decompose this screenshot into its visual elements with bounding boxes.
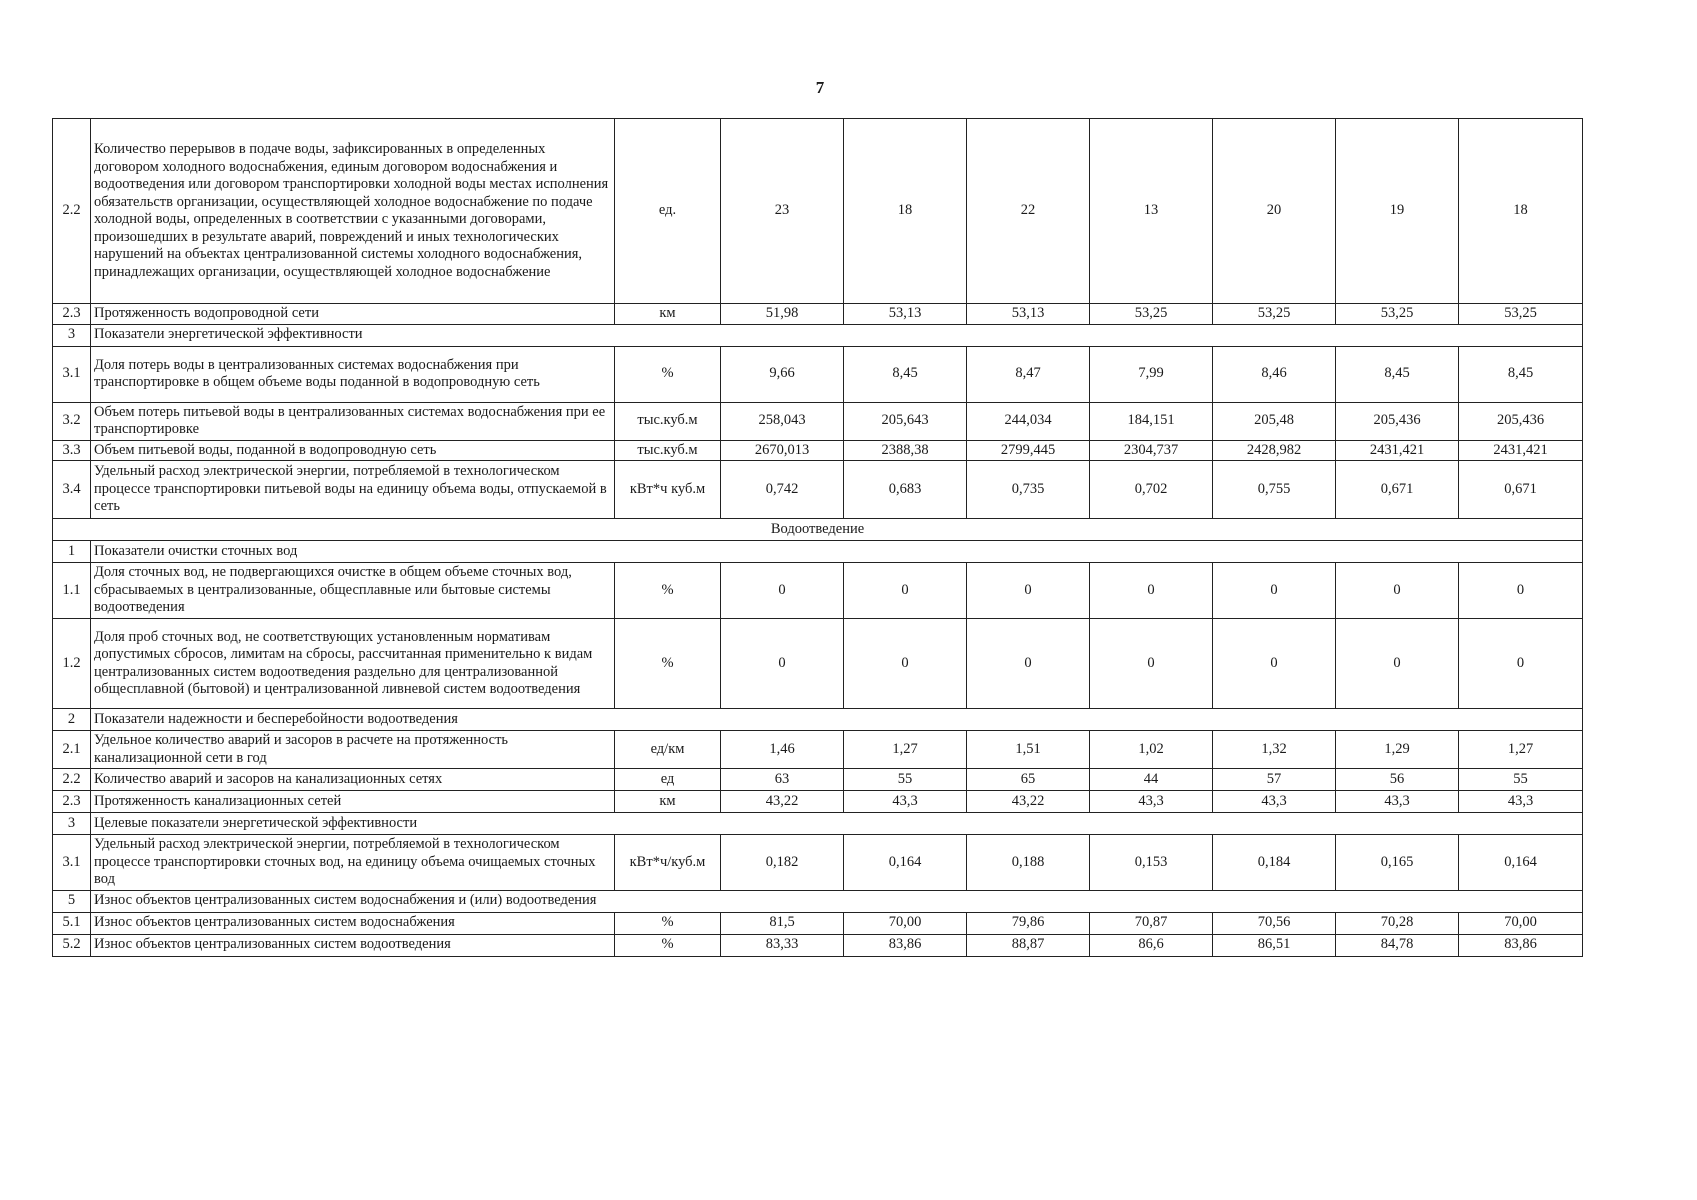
value-cell: 43,3: [1213, 791, 1336, 813]
value-cell: 244,034: [967, 402, 1090, 440]
value-cell: 23: [721, 119, 844, 304]
value-cell: 1,27: [844, 731, 967, 769]
unit-cell: %: [615, 619, 721, 709]
row-number: 1.1: [53, 563, 91, 619]
value-cell: 20: [1213, 119, 1336, 304]
table-row: [53, 402, 1583, 440]
value-cell: 43,22: [967, 791, 1090, 813]
value-cell: 86,6: [1090, 934, 1213, 956]
value-cell: 43,3: [1459, 791, 1583, 813]
value-cell: 70,87: [1090, 912, 1213, 934]
value-cell: 18: [1459, 119, 1583, 304]
indicator-description: Количество аварий и засоров на канализационных сетях: [91, 769, 615, 791]
value-cell: 0: [967, 619, 1090, 709]
value-cell: 0,182: [721, 835, 844, 891]
value-cell: 2431,421: [1336, 440, 1459, 461]
page-number: 7: [815, 78, 825, 97]
value-cell: 1,29: [1336, 731, 1459, 769]
unit-cell: кВт*ч куб.м: [615, 461, 721, 519]
value-cell: 1,27: [1459, 731, 1583, 769]
value-cell: 7,99: [1090, 346, 1213, 402]
value-cell: 0,702: [1090, 461, 1213, 519]
section-title: Показатели энергетической эффективности: [91, 324, 1583, 346]
value-cell: 86,51: [1213, 934, 1336, 956]
value-cell: 0: [844, 563, 967, 619]
value-cell: 83,86: [844, 934, 967, 956]
unit-cell: тыс.куб.м: [615, 440, 721, 461]
value-cell: 0: [1090, 619, 1213, 709]
value-cell: 70,00: [844, 912, 967, 934]
unit-cell: ед.: [615, 119, 721, 304]
value-cell: 0,755: [1213, 461, 1336, 519]
value-cell: 43,3: [1336, 791, 1459, 813]
row-number: 2.3: [53, 791, 91, 813]
value-cell: 56: [1336, 769, 1459, 791]
value-cell: 0: [1213, 619, 1336, 709]
section-number: 3: [53, 324, 91, 346]
value-cell: 53,25: [1090, 304, 1213, 325]
value-cell: 65: [967, 769, 1090, 791]
unit-cell: %: [615, 934, 721, 956]
row-number: 3.4: [53, 461, 91, 519]
table-row: [53, 119, 1583, 304]
value-cell: 0,671: [1459, 461, 1583, 519]
value-cell: 8,45: [844, 346, 967, 402]
value-cell: 13: [1090, 119, 1213, 304]
value-cell: 0: [721, 619, 844, 709]
value-cell: 0: [1336, 619, 1459, 709]
row-number: 3.1: [53, 835, 91, 891]
value-cell: 53,25: [1213, 304, 1336, 325]
value-cell: 0,165: [1336, 835, 1459, 891]
value-cell: 205,436: [1336, 402, 1459, 440]
unit-cell: км: [615, 304, 721, 325]
value-cell: 205,48: [1213, 402, 1336, 440]
value-cell: 0,742: [721, 461, 844, 519]
unit-cell: ед/км: [615, 731, 721, 769]
value-cell: 2304,737: [1090, 440, 1213, 461]
value-cell: 0,164: [1459, 835, 1583, 891]
value-cell: 63: [721, 769, 844, 791]
value-cell: 0: [967, 563, 1090, 619]
unit-cell: %: [615, 346, 721, 402]
value-cell: 9,66: [721, 346, 844, 402]
row-number: 3.3: [53, 440, 91, 461]
value-cell: 44: [1090, 769, 1213, 791]
value-cell: 70,28: [1336, 912, 1459, 934]
value-cell: 0,683: [844, 461, 967, 519]
value-cell: 88,87: [967, 934, 1090, 956]
value-cell: 8,45: [1336, 346, 1459, 402]
value-cell: 51,98: [721, 304, 844, 325]
indicator-description: Износ объектов централизованных систем водоснабжения: [91, 912, 615, 934]
row-number: 5.1: [53, 912, 91, 934]
value-cell: 0,164: [844, 835, 967, 891]
value-cell: 53,25: [1459, 304, 1583, 325]
value-cell: 43,22: [721, 791, 844, 813]
value-cell: 22: [967, 119, 1090, 304]
table-row: [53, 619, 1583, 709]
value-cell: 55: [844, 769, 967, 791]
section-title: Показатели надежности и бесперебойности водоотведения: [91, 709, 1583, 731]
value-cell: 43,3: [844, 791, 967, 813]
unit-cell: кВт*ч/куб.м: [615, 835, 721, 891]
indicators-table: [52, 118, 1583, 957]
row-number: 2.1: [53, 731, 91, 769]
table-row: [53, 346, 1583, 402]
value-cell: 1,02: [1090, 731, 1213, 769]
value-cell: 205,643: [844, 402, 967, 440]
section-row: [53, 890, 1583, 912]
value-cell: 205,436: [1459, 402, 1583, 440]
unit-cell: км: [615, 791, 721, 813]
row-number: 5.2: [53, 934, 91, 956]
value-cell: 2431,421: [1459, 440, 1583, 461]
indicator-description: Протяженность водопроводной сети: [91, 304, 615, 325]
value-cell: 8,45: [1459, 346, 1583, 402]
value-cell: 83,33: [721, 934, 844, 956]
section-number: 2: [53, 709, 91, 731]
section-title: Показатели очистки сточных вод: [91, 541, 1583, 563]
indicator-description: Доля проб сточных вод, не соответствующих установленным нормативам допустимых сбросов, лимитам на сбросы, рассчитанная применительно к видам централизованных систем водоотведения раздельно для централизованной общесплавной (бытовой) и централизованной ливневой систем водоотведения: [91, 619, 615, 709]
value-cell: 0,188: [967, 835, 1090, 891]
table-row: [53, 563, 1583, 619]
value-cell: 2799,445: [967, 440, 1090, 461]
unit-cell: тыс.куб.м: [615, 402, 721, 440]
value-cell: 55: [1459, 769, 1583, 791]
row-number: 3.2: [53, 402, 91, 440]
value-cell: 0: [1459, 563, 1583, 619]
indicator-description: Количество перерывов в подаче воды, зафиксированных в определенных договором холодного водоснабжения, единым договором водоснабжения и водоотведения или договором транспортировки холодной воды местах исполнения обязательств организации, осуществляющей холодное водоснабжение по подаче холодной воды, определенных в соответствии с указанными договорами, произошедших в результате аварий, повреждений и иных технологических нарушений на объектах централизованной системы холодного водоснабжения, принадлежащих организации, осуществляющей холодное водоснабжение: [91, 119, 615, 304]
value-cell: 18: [844, 119, 967, 304]
value-cell: 70,56: [1213, 912, 1336, 934]
section-row: [53, 813, 1583, 835]
indicator-description: Протяженность канализационных сетей: [91, 791, 615, 813]
row-number: 2.3: [53, 304, 91, 325]
value-cell: 0: [844, 619, 967, 709]
unit-cell: %: [615, 912, 721, 934]
value-cell: 43,3: [1090, 791, 1213, 813]
row-number: 2.2: [53, 769, 91, 791]
indicator-description: Удельный расход электрической энергии, потребляемой в технологическом процессе транспортировки сточных вод, на единицу объема очищаемых сточных вод: [91, 835, 615, 891]
indicator-description: Доля потерь воды в централизованных системах водоснабжения при транспортировке в общем объеме воды поданной в водопроводную сеть: [91, 346, 615, 402]
banner-title: Водоотведение: [53, 519, 1583, 541]
value-cell: 1,51: [967, 731, 1090, 769]
section-row: [53, 324, 1583, 346]
section-number: 1: [53, 541, 91, 563]
indicator-description: Удельный расход электрической энергии, потребляемой в технологическом процессе транспортировки питьевой воды на единицу объема воды, отпускаемой в сеть: [91, 461, 615, 519]
value-cell: 19: [1336, 119, 1459, 304]
value-cell: 184,151: [1090, 402, 1213, 440]
section-row: [53, 541, 1583, 563]
row-number: 2.2: [53, 119, 91, 304]
indicator-description: Износ объектов централизованных систем водоотведения: [91, 934, 615, 956]
unit-cell: ед: [615, 769, 721, 791]
table-row: [53, 461, 1583, 519]
banner-row: [53, 519, 1583, 541]
section-row: [53, 709, 1583, 731]
value-cell: 0: [721, 563, 844, 619]
value-cell: 53,25: [1336, 304, 1459, 325]
table-row: [53, 440, 1583, 461]
value-cell: 0: [1459, 619, 1583, 709]
indicator-description: Удельное количество аварий и засоров в расчете на протяженность канализационной сети в год: [91, 731, 615, 769]
value-cell: 1,32: [1213, 731, 1336, 769]
section-title: Износ объектов централизованных систем водоснабжения и (или) водоотведения: [91, 890, 1583, 912]
table-row: [53, 912, 1583, 934]
indicator-description: Объем потерь питьевой воды в централизованных системах водоснабжения при ее транспортировке: [91, 402, 615, 440]
value-cell: 2388,38: [844, 440, 967, 461]
value-cell: 83,86: [1459, 934, 1583, 956]
value-cell: 57: [1213, 769, 1336, 791]
value-cell: 0: [1213, 563, 1336, 619]
table-row: [53, 304, 1583, 325]
value-cell: 84,78: [1336, 934, 1459, 956]
section-number: 3: [53, 813, 91, 835]
value-cell: 0,735: [967, 461, 1090, 519]
value-cell: 53,13: [967, 304, 1090, 325]
value-cell: 70,00: [1459, 912, 1583, 934]
value-cell: 2428,982: [1213, 440, 1336, 461]
value-cell: 0: [1090, 563, 1213, 619]
table-row: [53, 769, 1583, 791]
table-row: [53, 835, 1583, 891]
section-title: Целевые показатели энергетической эффективности: [91, 813, 1583, 835]
value-cell: 258,043: [721, 402, 844, 440]
value-cell: 1,46: [721, 731, 844, 769]
section-number: 5: [53, 890, 91, 912]
value-cell: 0,153: [1090, 835, 1213, 891]
row-number: 3.1: [53, 346, 91, 402]
value-cell: 2670,013: [721, 440, 844, 461]
value-cell: 79,86: [967, 912, 1090, 934]
table-row: [53, 731, 1583, 769]
value-cell: 81,5: [721, 912, 844, 934]
table-row: [53, 934, 1583, 956]
value-cell: 53,13: [844, 304, 967, 325]
value-cell: 8,47: [967, 346, 1090, 402]
value-cell: 0,184: [1213, 835, 1336, 891]
value-cell: 8,46: [1213, 346, 1336, 402]
table-row: [53, 791, 1583, 813]
row-number: 1.2: [53, 619, 91, 709]
value-cell: 0: [1336, 563, 1459, 619]
indicator-description: Доля сточных вод, не подвергающихся очистке в общем объеме сточных вод, сбрасываемых в централизованные, общесплавные или бытовые системы водоотведения: [91, 563, 615, 619]
indicator-description: Объем питьевой воды, поданной в водопроводную сеть: [91, 440, 615, 461]
unit-cell: %: [615, 563, 721, 619]
value-cell: 0,671: [1336, 461, 1459, 519]
